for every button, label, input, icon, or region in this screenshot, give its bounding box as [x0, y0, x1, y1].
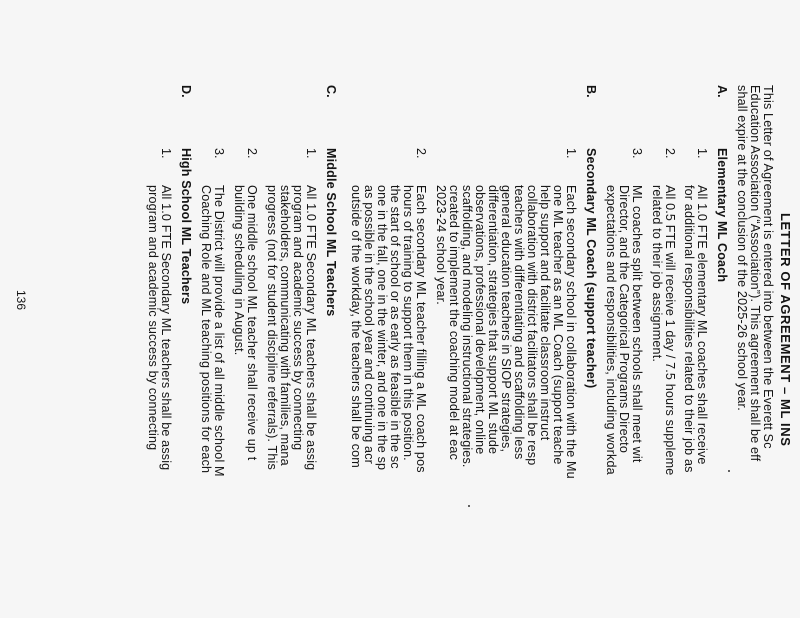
- scan-speck: [728, 470, 730, 472]
- section-b-marker: B.: [584, 85, 598, 98]
- section-c-item-number: 2.: [245, 148, 259, 159]
- section-d-marker: D.: [179, 85, 193, 98]
- section-c-item-number: 3.: [212, 148, 226, 159]
- section-c-item-line: progress (not for student discipline referrals). This: [265, 185, 279, 470]
- section-b-item-line: Each secondary ML teacher filling a ML coach pos: [414, 185, 428, 473]
- section-a-item-line: All 0.5 FTE will receive 1 day / 7.5 hours suppleme: [663, 185, 677, 476]
- intro-line: Education Association (“Association”). This agreement shall be eff: [748, 85, 762, 462]
- section-b-item-line: one ML teacher as an ML Coach (support teache: [551, 185, 565, 465]
- section-b-heading: Secondary ML Coach (support teacher): [584, 148, 598, 389]
- section-a-item-number: 1.: [695, 148, 709, 159]
- section-a-item-line: Director, and the Categorical Programs Directo: [617, 185, 631, 453]
- section-d-item-number: 1.: [159, 148, 173, 159]
- section-b-item-line: help support and facilitate classroom instruct: [538, 185, 552, 441]
- section-d-heading: High School ML Teachers: [179, 148, 193, 305]
- section-a-item-number: 3.: [630, 148, 644, 159]
- section-b-item-line: Each secondary school in collaboration with the Mu: [564, 185, 578, 479]
- scan-speck: [468, 505, 470, 507]
- intro-line: This Letter of Agreement is entered into between the Everett Sc: [761, 85, 775, 449]
- section-a-item-line: for additional responsibilities related to their job as: [682, 185, 696, 473]
- section-b-item-line: hours of training to support them in this position.: [401, 185, 415, 461]
- section-b-item-number: 2.: [414, 148, 428, 159]
- section-b-item-line: teachers with differentiating and scaffolding less: [512, 185, 526, 460]
- section-c-item-line: building scheduling in August.: [232, 185, 246, 356]
- section-b-item-line: the start of school or as early as feasible in the sc: [388, 185, 402, 469]
- document-title: LETTER OF AGREEMENT – ML INS: [778, 213, 793, 447]
- section-d-item-line: All 1.0 FTE Secondary ML teachers shall be assig: [159, 185, 173, 471]
- section-b-item-line: 2023-24 school year.: [434, 185, 448, 305]
- section-b-item-line: observations, professional development, online: [473, 185, 487, 455]
- section-a-item-line: ML coaches split between schools shall meet wit: [630, 185, 644, 463]
- section-c-item-line: program and academic success by connecting: [291, 185, 305, 451]
- section-d-item-line: program and academic success by connecting: [146, 185, 160, 451]
- section-c-item-line: The District will provide a list of all middle school M: [212, 185, 226, 477]
- section-b-item-line: created to implement the coaching model at eac: [447, 185, 461, 461]
- section-b-item-line: one in the fall, one in the winter, and one in the sp: [375, 185, 389, 471]
- section-a-item-number: 2.: [663, 148, 677, 159]
- section-c-item-line: stakeholders, communicating with families, mana: [278, 185, 292, 466]
- section-c-item-line: Coaching Role and ML teaching positions for each: [199, 185, 213, 474]
- section-b-item-line: as possible in the school year and continuing acr: [362, 185, 376, 464]
- section-b-item-line: collaboration with district facilitators shall be resp: [525, 185, 539, 466]
- section-a-item-line: related to their job assignment.: [650, 185, 664, 363]
- section-b-item-number: 1.: [564, 148, 578, 159]
- section-b-item-line: differentiation, strategies that support ML stude: [486, 185, 500, 455]
- page-number: 136: [14, 290, 28, 311]
- section-a-item-line: All 1.0 FTE elementary ML coaches shall receive: [695, 185, 709, 465]
- section-b-item-line: scaffolding, and modeling instructional strategies.: [460, 185, 474, 468]
- section-b-item-line: outside of the workday, the teachers shall be com: [349, 185, 363, 468]
- section-c-item-line: All 1.0 FTE Secondary ML teachers shall be assig: [304, 185, 318, 471]
- section-c-heading: Middle School ML Teachers: [324, 148, 338, 317]
- section-c-item-line: One middle school ML teacher shall receive up t: [245, 185, 259, 461]
- section-c-marker: C.: [324, 85, 338, 98]
- section-a-marker: A.: [715, 85, 729, 98]
- section-c-item-number: 1.: [304, 148, 318, 159]
- section-a-heading: Elementary ML Coach: [715, 148, 729, 283]
- intro-line: shall expire at the conclusion of the 2025-26 school year.: [735, 85, 749, 411]
- section-a-item-line: expectations and responsibilities, including workda: [604, 185, 618, 475]
- section-b-item-line: general education teachers in SIOP strategies,: [499, 185, 513, 453]
